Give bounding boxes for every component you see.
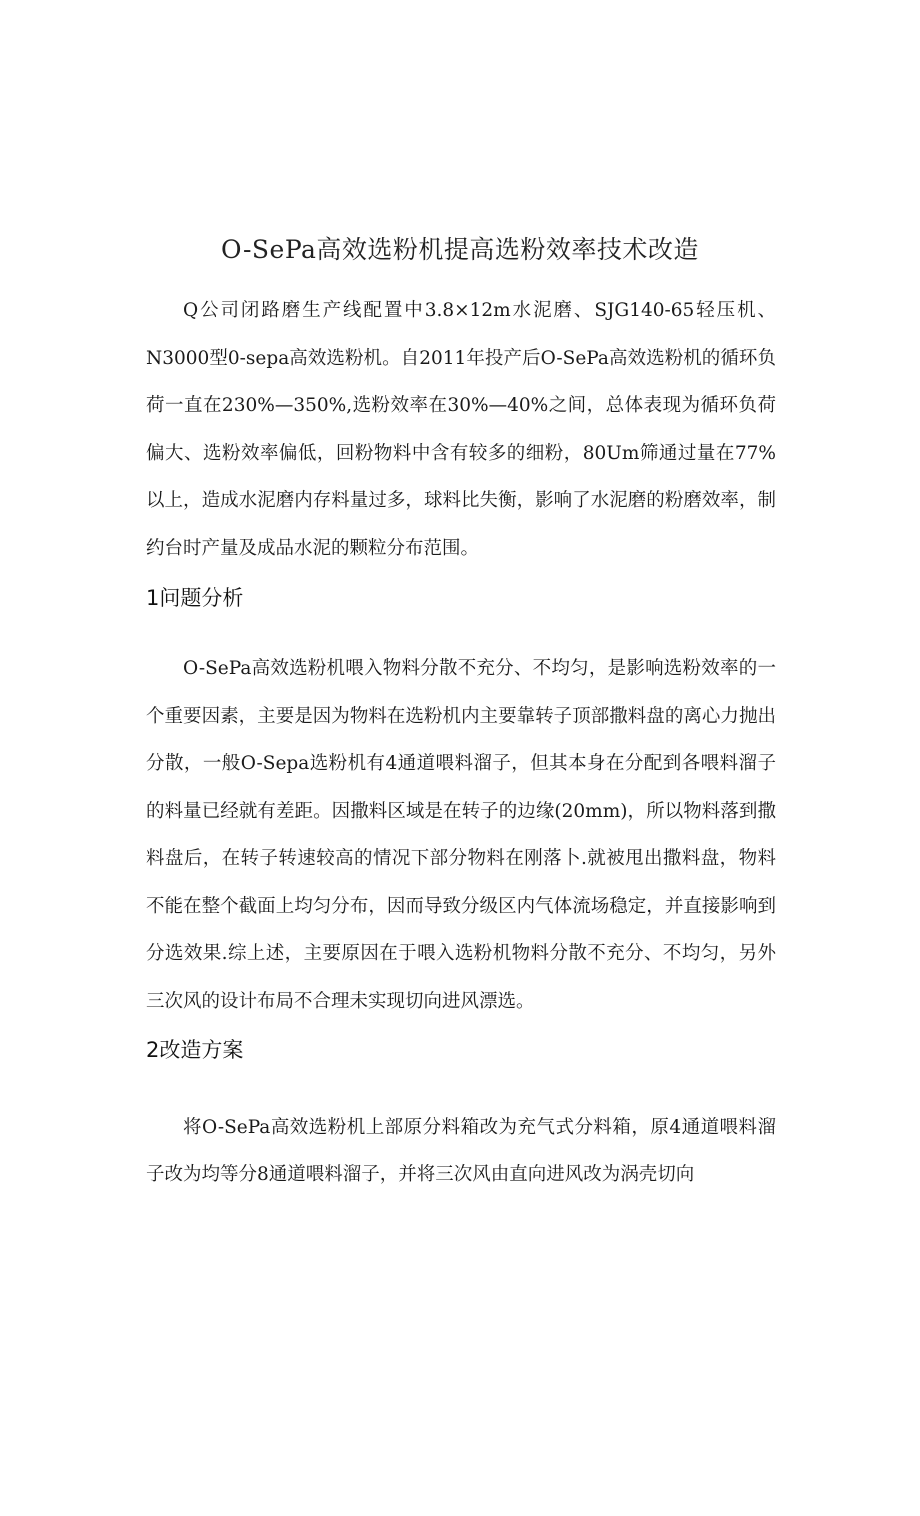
section-body-problem-analysis: O-SePa高效选粉机喂入物料分散不充分、不均匀，是影响选粉效率的一个重要因素，主要是因为物料在选粉机内主要靠转子顶部撒料盘的离心力抛出分散，一般O-Sepa选粉机有4通道喂料溜子，但其本身在分配到各喂料溜子的料量已经就有差距。因撒料区域是在转子的边缘(20mm)，所以物料落到撒料盘后，在转子转速较高的情况下部分物料在刚落卜.就被甩出撒料盘，物料不能在整个截面上均匀分布，因而导致分级区内气体流场稳定，并直接影响到分选效果.综上述，主要原因在于喂入选粉机物料分散不充分、不均匀，另外三次风的设计布局不合理未实现切向进风漂选。 xyxy=(146,658,776,1012)
section-heading-retrofit-plan: 2改造方案 xyxy=(146,1038,244,1062)
intro-paragraph: Q公司闭路磨生产线配置中3.8×12m水泥磨、SJG140-65轻压机、N3000型0-sepa高效选粉机。自2011年投产后O-SePa高效选粉机的循环负荷一直在230%—350%,选粉效率在30%—40%之间，总体表现为循环负荷偏大、选粉效率偏低，回粉物料中含有较多的细粉，80Um筛通过量在77%以上，造成水泥磨内存料量过多，球料比失衡，影响了水泥磨的粉磨效率，制约台时产量及成品水泥的颗粒分布范围。 xyxy=(146,300,776,559)
section-body-retrofit-plan: 将O-SePa高效选粉机上部原分料箱改为充气式分料箱，原4通道喂料溜子改为均等分8通道喂料溜子，并将三次风由直向进风改为涡壳切向 xyxy=(146,1117,776,1185)
section-heading-problem-analysis: 1问题分析 xyxy=(146,586,244,610)
document-title: O-SePa高效选粉机提高选粉效率技术改造 xyxy=(221,235,699,264)
